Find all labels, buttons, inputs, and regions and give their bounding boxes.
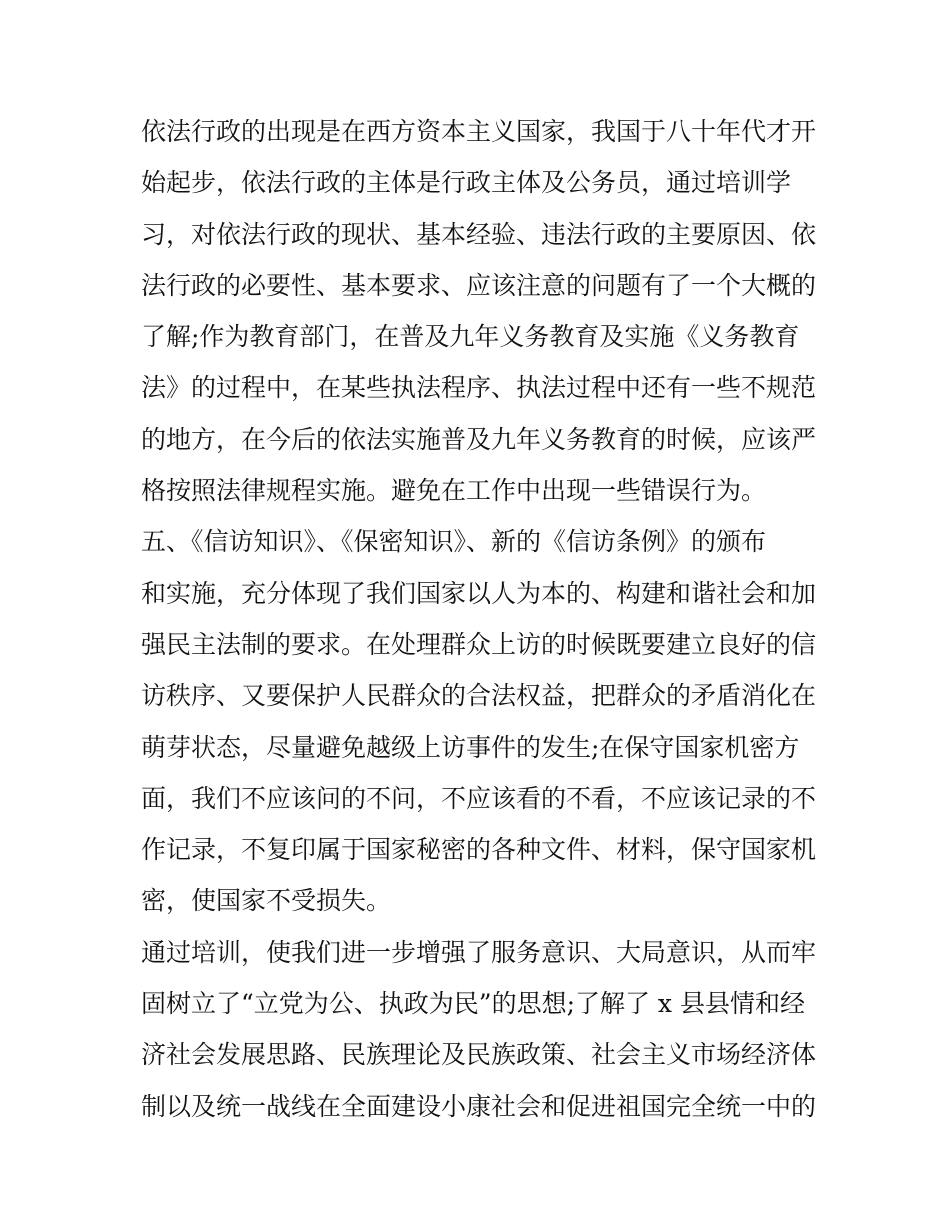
text-line: 法》的过程中，在某些执法程序、执法过程中还有一些不规范: [141, 373, 817, 403]
text-line: 始起步，依法行政的主体是行政主体及公务员，通过培训学: [141, 168, 792, 198]
text-line: 了解;作为教育部门，在普及九年义务教育及实施《义务教育: [141, 322, 800, 352]
text-line: 固树立了“立党为公、执政为民”的思想;了解了 x 县县情和经: [141, 989, 805, 1019]
text-line: 五、《信访知识》、《保密知识》、新的《信访条例》的颁布: [141, 527, 767, 557]
text-line: 强民主法制的要求。在处理群众上访的时候既要建立良好的信: [141, 629, 817, 659]
text-line: 的地方，在今后的依法实施普及九年义务教育的时候，应该严: [141, 424, 817, 454]
text-line: 和实施，充分体现了我们国家以人为本的、构建和谐社会和加: [141, 578, 817, 608]
text-line: 法行政的必要性、基本要求、应该注意的问题有了一个大概的: [141, 270, 817, 300]
text-line: 济社会发展思路、民族理论及民族政策、社会主义市场经济体: [141, 1040, 817, 1070]
text-line: 格按照法律规程实施。避免在工作中出现一些错误行为。: [141, 476, 767, 506]
text-line: 依法行政的出现是在西方资本主义国家，我国于八十年代才开: [141, 117, 817, 146]
text-line: 访秩序、又要保护人民群众的合法权益，把群众的矛盾消化在: [141, 681, 817, 711]
text-line: 习，对依法行政的现状、基本经验、违法行政的主要原因、依: [141, 219, 817, 249]
text-line: 作记录，不复印属于国家秘密的各种文件、材料，保守国家机: [141, 835, 817, 865]
text-line: 萌芽状态，尽量避免越级上访事件的发生;在保守国家机密方: [141, 732, 800, 762]
text-line: 通过培训，使我们进一步增强了服务意识、大局意识，从而牢: [141, 937, 817, 967]
text-line: 制以及统一战线在全面建设小康社会和促进祖国完全统一中的: [141, 1091, 817, 1121]
text-line: 密，使国家不受损失。: [141, 886, 392, 916]
text-line: 面，我们不应该问的不问，不应该看的不看，不应该记录的不: [141, 783, 817, 813]
body-text: [141, 106, 821, 1132]
